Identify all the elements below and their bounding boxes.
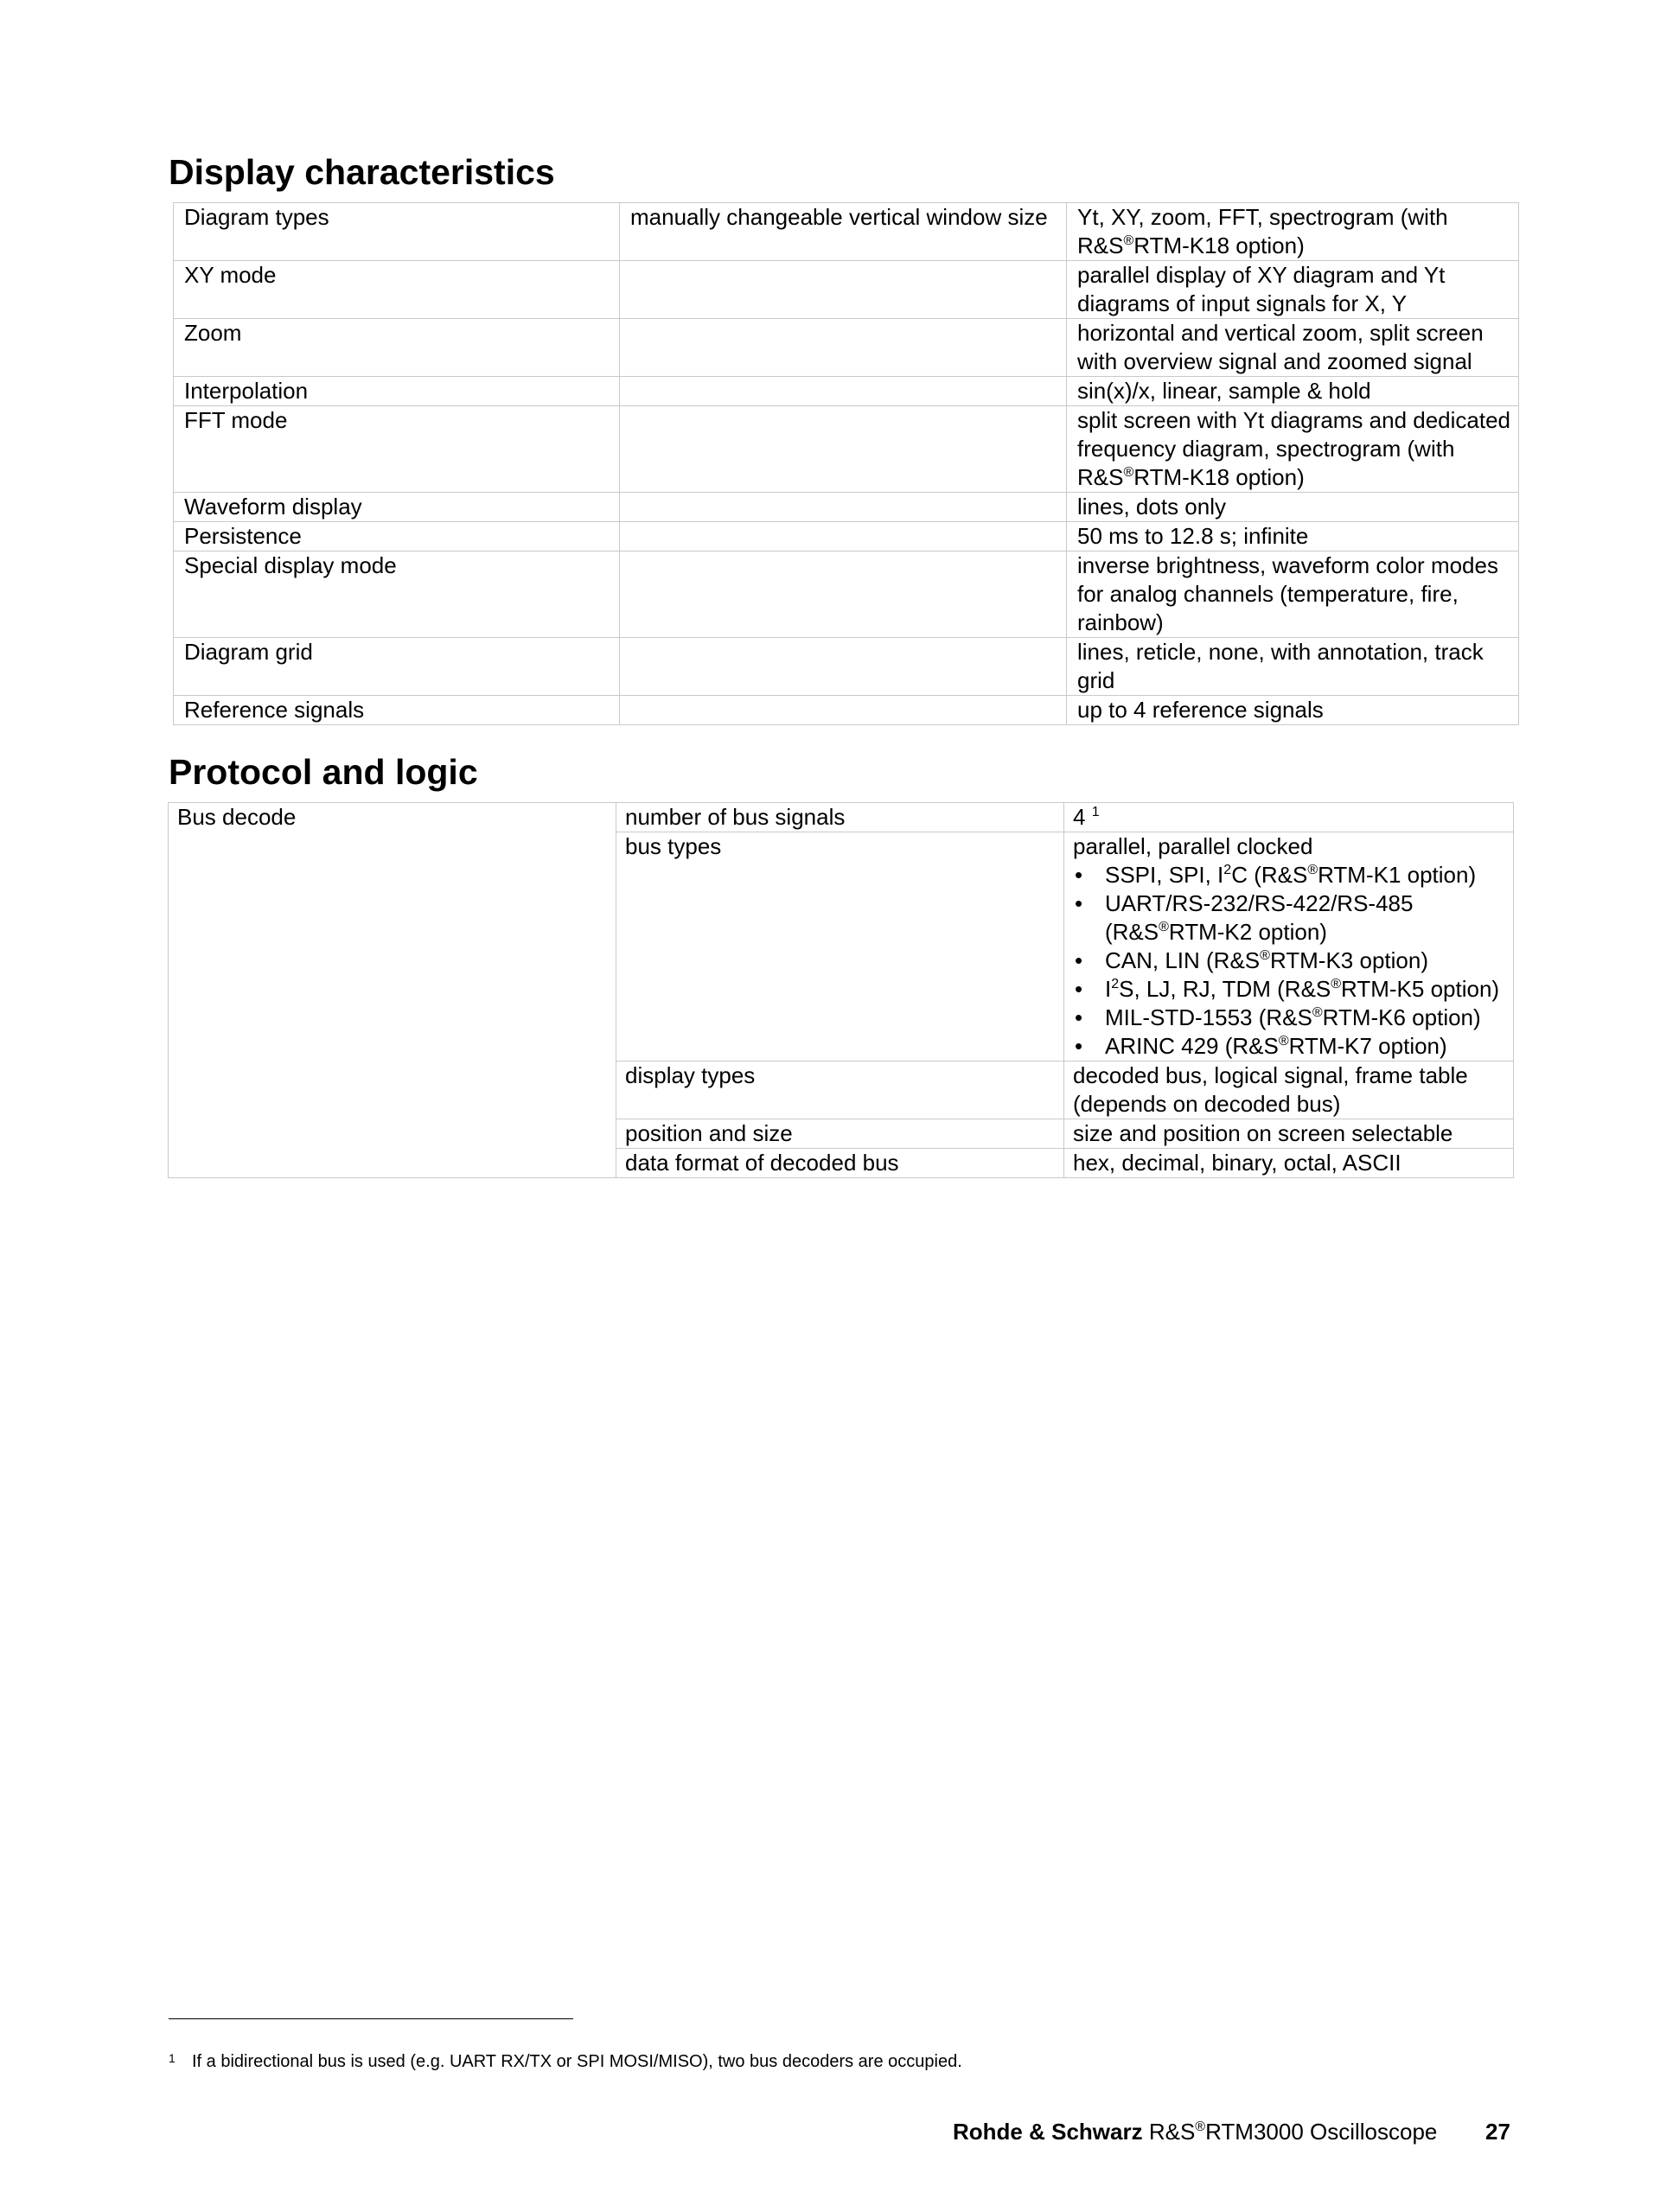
row-label: Diagram types [174,203,620,261]
page-number: 27 [1485,2119,1510,2145]
row-value: decoded bus, logical signal, frame table (depends on decoded bus) [1064,1061,1514,1119]
row-label: XY mode [174,261,620,319]
row-value: lines, dots only [1067,493,1519,522]
row-mid [620,493,1067,522]
table-row [169,803,1514,832]
list-item: • SSPI, SPI, $I^2C$ (R&S®RTM-K1 option) [1073,861,1506,889]
row-label: bus types [616,832,1064,1061]
table-row [174,319,1519,377]
row-value: parallel display of XY diagram and Yt diagrams of input signals for X, Y [1067,261,1519,319]
row-label: position and size [616,1119,1064,1149]
row-label: Reference signals [174,696,620,725]
row-label: FFT mode [174,406,620,493]
row-mid [620,406,1067,493]
row-value: hex, decimal, binary, octal, ASCII [1064,1149,1514,1178]
row-label: Zoom [174,319,620,377]
row-label: Interpolation [174,377,620,406]
table-row [174,493,1519,522]
footnote-number: 1 [169,2051,176,2065]
bus-decode-label: Bus decode [169,803,616,1178]
table-row [174,551,1519,638]
row-value: horizontal and vertical zoom, split screen with overview signal and zoomed signal [1067,319,1519,377]
list-item: • ARINC 429 (R&S®RTM-K7 option) [1073,1032,1506,1061]
list-item: • UART/RS-232/RS-422/RS-485 (R&S®RTM-K2 option) [1073,889,1506,947]
row-label: Diagram grid [174,638,620,696]
row-mid [620,319,1067,377]
section-title-display: Display characteristics [169,152,555,192]
display-characteristics-table [173,202,1519,725]
row-label: Special display mode [174,551,620,638]
protocol-logic-table [168,802,1514,1178]
row-mid [620,261,1067,319]
row-mid [620,377,1067,406]
list-item: • $I^2S$, LJ, RJ, TDM (R&S®RTM-K5 option) [1073,975,1506,1004]
table-row [174,696,1519,725]
section-title-protocol: Protocol and logic [169,752,478,792]
row-label: data format of decoded bus [616,1149,1064,1178]
table-row [174,406,1519,493]
page-footer [953,2119,1510,2145]
row-value [1064,832,1514,1061]
bus-signals-value: 4 [1073,804,1086,830]
row-mid [620,551,1067,638]
row-label: Persistence [174,522,620,551]
row-value: 50 ms to 12.8 s; infinite [1067,522,1519,551]
bus-types-list [1073,861,1506,1061]
table-row [174,377,1519,406]
row-mid [620,638,1067,696]
table-row [174,203,1519,261]
row-value [1064,803,1514,832]
table-row [174,522,1519,551]
footer-product: R&S®RTM3000 Oscilloscope [1148,2119,1438,2145]
row-label: Waveform display [174,493,620,522]
row-value: lines, reticle, none, with annotation, track grid [1067,638,1519,696]
row-value: Yt, XY, zoom, FFT, spectrogram (with R&S®RTM-K18 option) [1067,203,1519,261]
footnote-ref: 1 [1091,805,1100,819]
row-value: inverse brightness, waveform color modes for analog channels (temperature, fire, rainbow) [1067,551,1519,638]
list-item: • MIL-STD-1553 (R&S®RTM-K6 option) [1073,1004,1506,1032]
row-label: display types [616,1061,1064,1119]
table-row [174,261,1519,319]
row-mid: manually changeable vertical window size [620,203,1067,261]
bus-types-intro: parallel, parallel clocked [1073,833,1313,859]
table-row [174,638,1519,696]
row-mid [620,696,1067,725]
footer-brand: Rohde & Schwarz [953,2119,1143,2145]
row-value: size and position on screen selectable [1064,1119,1514,1149]
row-label: number of bus signals [616,803,1064,832]
footnote-divider [169,2018,573,2019]
row-value: split screen with Yt diagrams and dedicated frequency diagram, spectrogram (with R&S®RTM-K18 option) [1067,406,1519,493]
list-item: • CAN, LIN (R&S®RTM-K3 option) [1073,947,1506,975]
footnote-text: If a bidirectional bus is used (e.g. UART RX/TX or SPI MOSI/MISO), two bus decoders are occupied. [192,2052,962,2071]
row-value: up to 4 reference signals [1067,696,1519,725]
row-mid [620,522,1067,551]
row-value: sin(x)/x, linear, sample & hold [1067,377,1519,406]
